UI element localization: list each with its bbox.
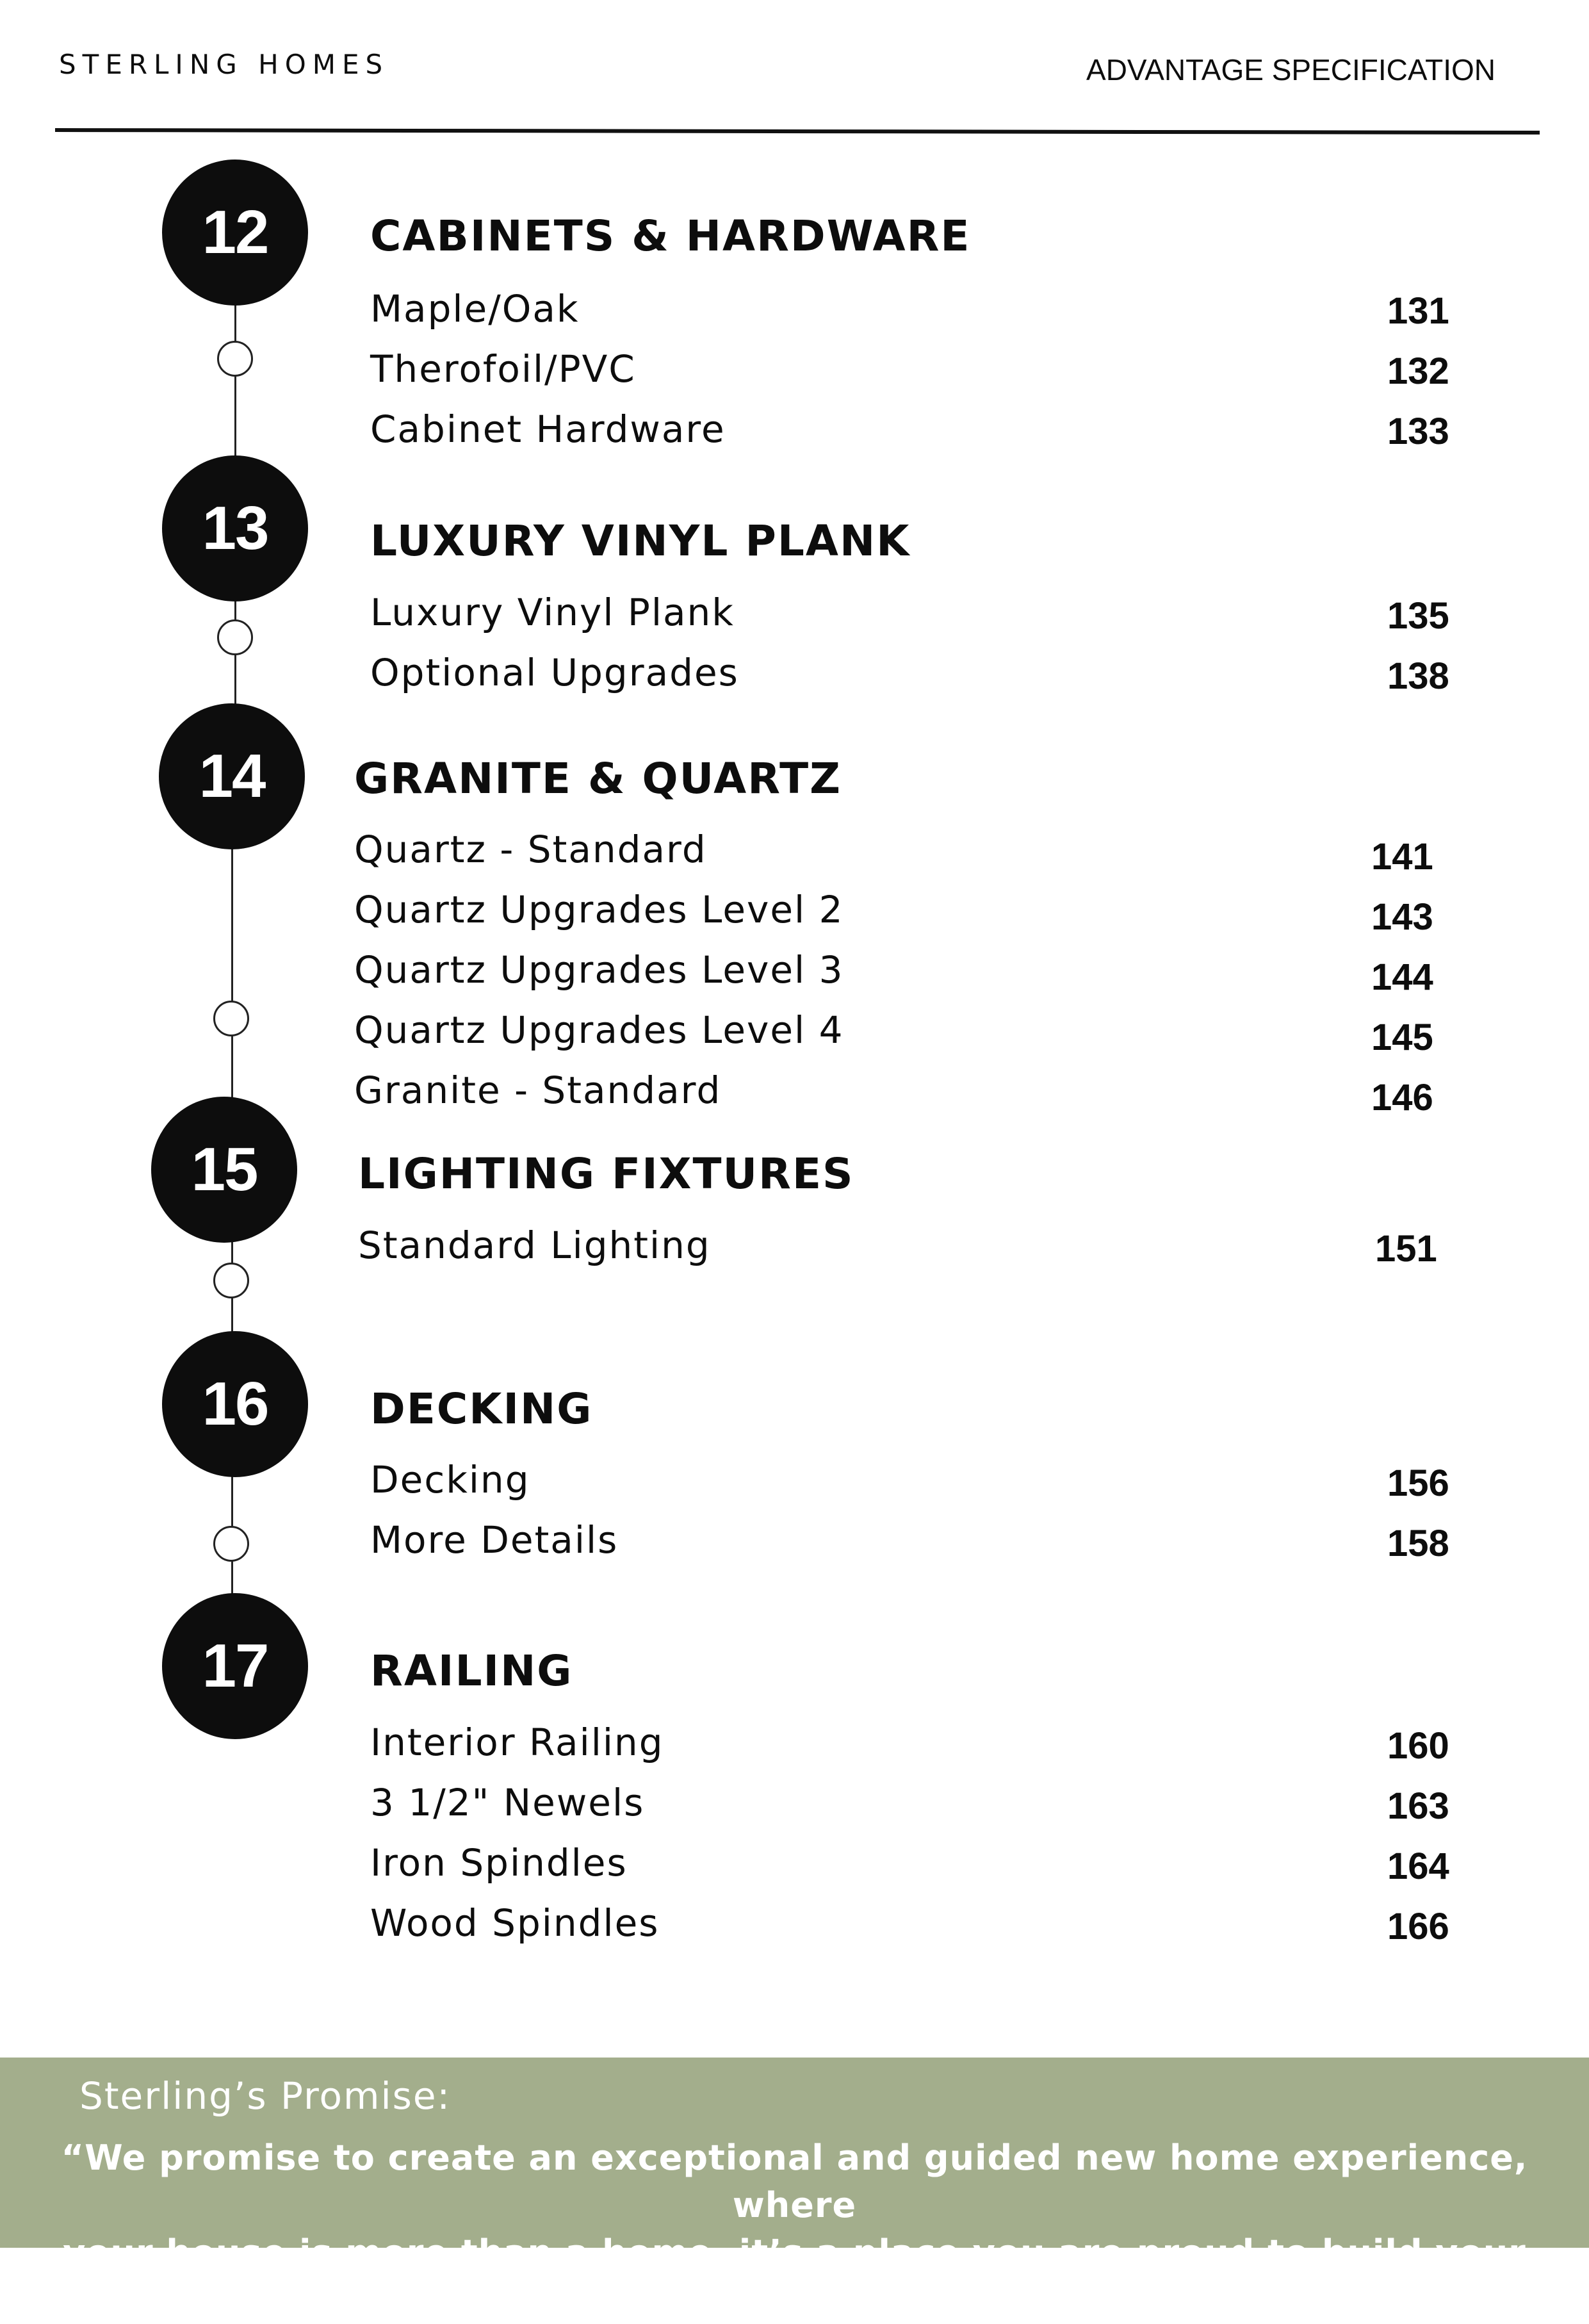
promise-label: Sterling’s Promise:	[79, 2074, 452, 2118]
section-item: Quartz Upgrades Level 3	[354, 948, 844, 992]
timeline-dot	[213, 1001, 249, 1036]
section-item: Quartz - Standard	[354, 828, 707, 871]
section-title: RAILING	[370, 1646, 573, 1696]
page-number: 135	[1387, 595, 1449, 637]
section-item: Granite - Standard	[354, 1068, 722, 1112]
document-title: ADVANTAGE SPECIFICATION	[1086, 53, 1495, 86]
section-title: DECKING	[370, 1384, 593, 1434]
section-item: Iron Spindles	[370, 1841, 628, 1885]
section-item: Decking	[370, 1458, 530, 1502]
page-number: 138	[1387, 655, 1449, 697]
page-number: 163	[1387, 1785, 1449, 1827]
section-item: Maple/Oak	[370, 287, 580, 331]
section-item: Optional Upgrades	[370, 651, 739, 694]
section-title: LUXURY VINYL PLANK	[370, 516, 911, 566]
section-item: Standard Lighting	[358, 1223, 711, 1267]
section-item: Quartz Upgrades Level 2	[354, 888, 844, 931]
page-number: 158	[1387, 1523, 1449, 1564]
section-item: Therofoil/PVC	[370, 347, 636, 391]
section-title: LIGHTING FIXTURES	[358, 1149, 854, 1199]
section-item: Quartz Upgrades Level 4	[354, 1008, 844, 1052]
timeline-line	[234, 295, 236, 474]
page-number: 145	[1371, 1017, 1433, 1058]
promise-quote	[26, 2134, 1563, 2324]
page-number: 141	[1371, 836, 1433, 878]
section-item: Luxury Vinyl Plank	[370, 591, 735, 634]
section-number-12: 12	[162, 160, 308, 306]
timeline-dot	[217, 341, 253, 377]
page-number: 164	[1387, 1845, 1449, 1887]
brand-name: STERLING HOMES	[59, 49, 389, 80]
page-number: 166	[1387, 1906, 1449, 1947]
page-number: 143	[1371, 896, 1433, 938]
section-title: CABINETS & HARDWARE	[370, 211, 971, 261]
section-number-17: 17	[162, 1593, 308, 1739]
promise-quote-line: “We promise to create an exceptional and guided new home experience, where	[61, 2138, 1528, 2225]
section-number-16: 16	[162, 1331, 308, 1477]
section-number-14: 14	[159, 703, 305, 849]
timeline-dot	[217, 619, 253, 655]
section-item: More Details	[370, 1518, 619, 1562]
page-number: 151	[1375, 1228, 1437, 1270]
promise-quote-line: your house is more than a home, it’s a place you are proud to build your life”	[63, 2232, 1526, 2320]
page-number: 131	[1387, 290, 1449, 332]
page-number: 132	[1387, 350, 1449, 392]
promise-footer	[0, 2058, 1589, 2320]
page-number: 146	[1371, 1077, 1433, 1118]
timeline-dot	[213, 1263, 249, 1298]
header-divider	[55, 128, 1540, 135]
page-number: 133	[1387, 411, 1449, 452]
section-item: 3 1/2" Newels	[370, 1781, 645, 1824]
section-number-15: 15	[151, 1097, 297, 1243]
section-title: GRANITE & QUARTZ	[354, 754, 842, 803]
timeline-line	[231, 839, 233, 1108]
section-item: Interior Railing	[370, 1721, 664, 1764]
page-number: 144	[1371, 956, 1433, 998]
section-item: Wood Spindles	[370, 1901, 660, 1945]
timeline-dot	[213, 1526, 249, 1562]
page-number: 160	[1387, 1725, 1449, 1767]
section-item: Cabinet Hardware	[370, 407, 726, 451]
section-number-13: 13	[162, 455, 308, 601]
page-number: 156	[1387, 1462, 1449, 1504]
